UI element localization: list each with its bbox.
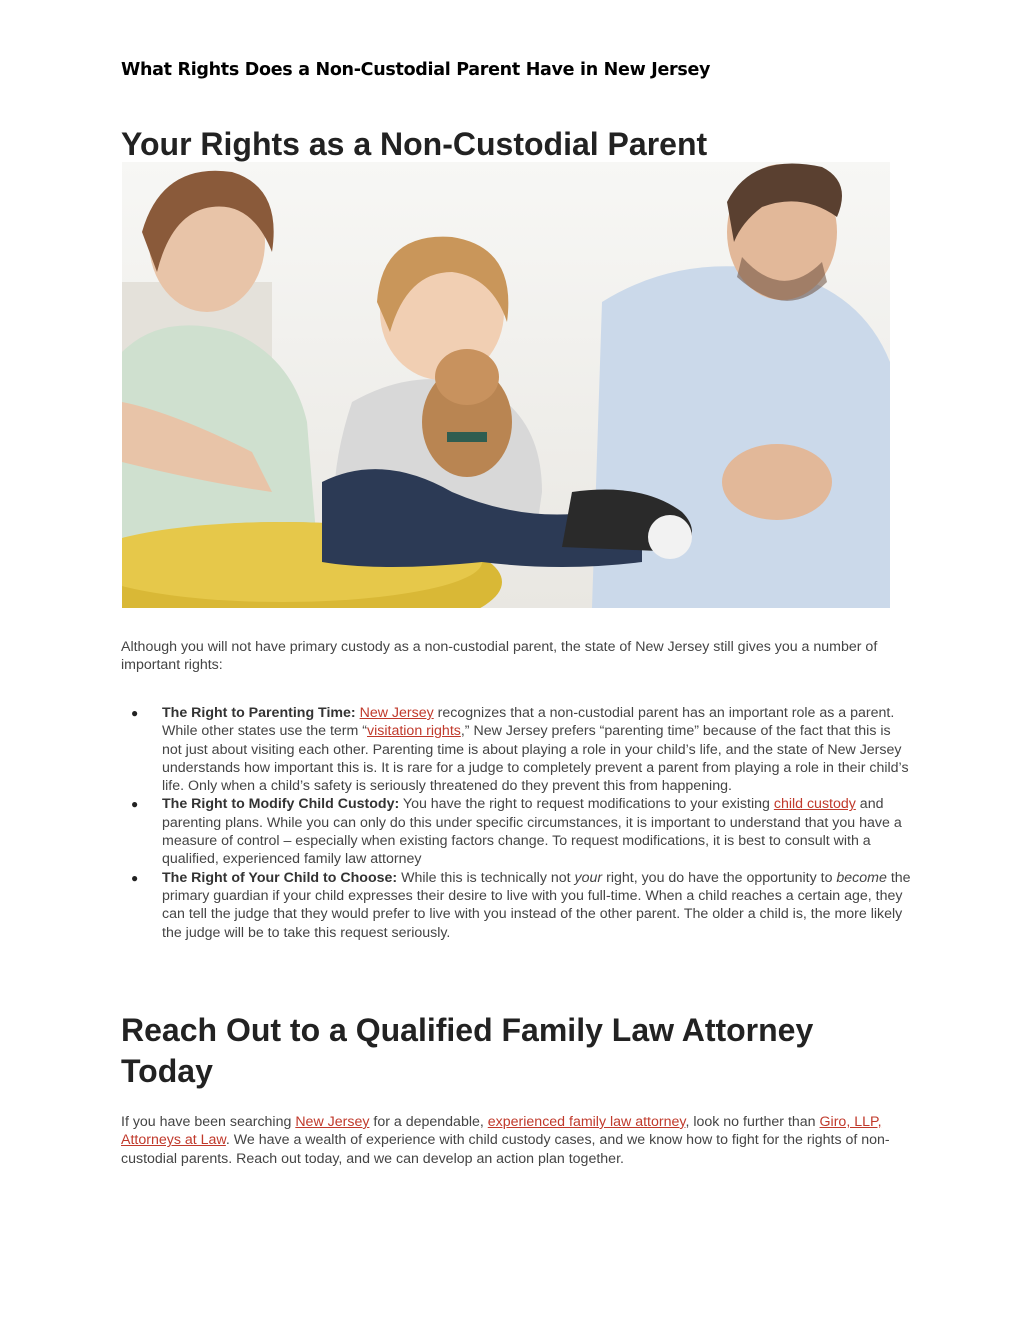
new-jersey-link[interactable]: New Jersey	[295, 1114, 370, 1130]
child-custody-link[interactable]: child custody	[773, 796, 856, 813]
list-item-lead: The Right to Parenting Time:	[162, 705, 356, 721]
intro-paragraph: Although you will not have primary custody as a non-custodial parent, the state of New Jersey still gives you a number of important rights:	[121, 639, 878, 674]
giro-llp-link[interactable]: Giro, LLP, Attorneys at Law	[121, 1114, 882, 1149]
family-photo	[122, 162, 890, 608]
visitation-rights-link[interactable]: visitation rights	[367, 723, 461, 740]
emphasis-become: become	[836, 869, 887, 886]
family-photo-illustration	[122, 162, 890, 608]
closing-paragraph: If you have been searching New Jersey for a dependable, experienced family law attorney, look no further than Giro, LLP, Attorneys at Law. We have a wealth of experience with child custody cases, and we know how to fight for the rights of non-custodial parents. Reach out today, and we can develop an action plan together.	[121, 1114, 890, 1167]
rights-list	[121, 704, 911, 942]
emphasis-your: your	[574, 869, 603, 886]
document-title: What Rights Does a Non-Custodial Parent Have in New Jersey	[121, 60, 711, 80]
bullet-icon: ●	[131, 870, 139, 885]
list-item-lead: The Right of Your Child to Choose:	[162, 869, 398, 886]
bullet-icon: ●	[131, 797, 139, 812]
family-law-attorney-link[interactable]: experienced family law attorney	[487, 1114, 686, 1130]
list-item-child-choose: ● The Right of Your Child to Choose: While this is technically not your right, you do have the opportunity to become the primary guardian if your child expresses their desire to live with you full-time. When a child reaches a certain age, they can tell the judge that they would prefer to live with you instead of the other parent. The older a child is, the more likely the judge will be to take this request seriously.	[131, 869, 911, 941]
list-item-parenting-time: ● The Right to Parenting Time: New Jersey recognizes that a non-custodial parent has an important role as a parent. While other states use the term “visitation rights,” New Jersey prefers “parenting time” because of the fact that this is not just about visiting each other. Parenting time is about playing a role in your child’s life, and the state of New Jersey understands how important this is. It is rare for a judge to completely prevent a parent from playing a role in their child’s life. Only when a child’s safety is seriously threatened do they prevent this from happening.	[131, 705, 909, 795]
new-jersey-link[interactable]: New Jersey	[359, 705, 434, 721]
bullet-icon: ●	[131, 706, 139, 720]
list-item-modify-custody: ● The Right to Modify Child Custody: You have the right to request modifications to your existing child custody and parenting plans. While you can only do this under specific circumstances, it is important to understand that you have a measure of control – especially when existing factors change. To request modifications, it is best to consult with a qualified, experienced family law attorney	[131, 796, 902, 868]
section-heading-rights: Your Rights as a Non-Custodial Parent	[121, 126, 708, 162]
list-item-lead: The Right to Modify Child Custody:	[162, 796, 400, 813]
section-heading-reach-out: Reach Out to a Qualified Family Law Attorney Today	[121, 1012, 814, 1089]
